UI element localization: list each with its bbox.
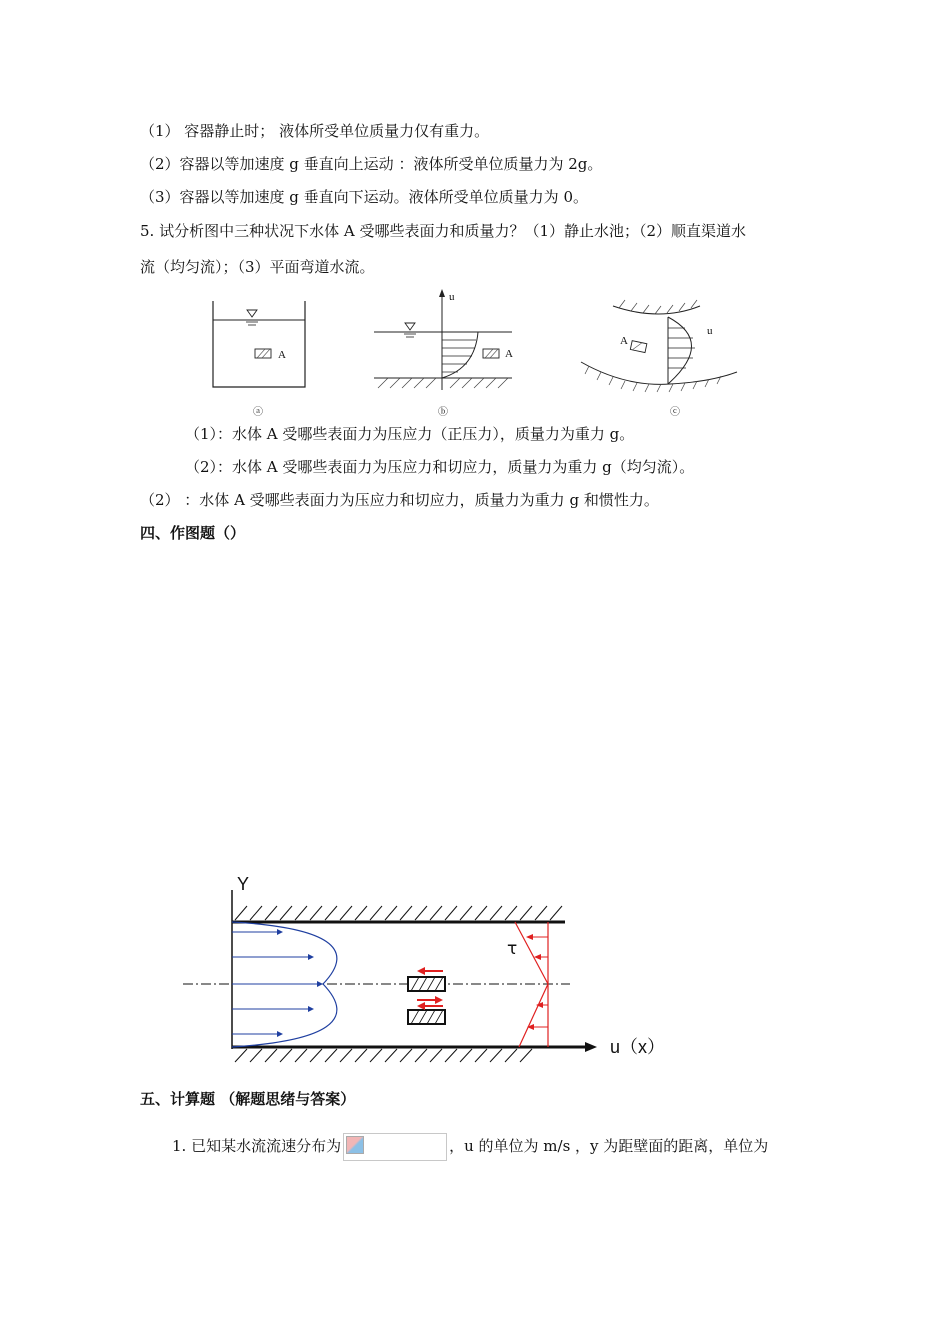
question-5-line-1: 5. 试分析图中三种状况下水体 A 受哪些表面力和质量力？（1）静止水池；（2）顺直渠道水 <box>140 222 747 240</box>
answer-line-1: （1） 容器静止时； 液体所受单位质量力仅有重力。 <box>140 122 490 140</box>
fig-b-label: A <box>505 348 513 360</box>
caption-a: ⓐ <box>253 407 263 418</box>
flow-diagram <box>175 870 675 1070</box>
answer-line-3: （3）容器以等加速度 g 垂直向下运动。液体所受单位质量力为 0。 <box>140 188 588 206</box>
fluid-element-lower <box>408 996 445 1024</box>
caption-c: ⓒ <box>670 407 680 418</box>
calc-1-text-after: ，u 的单位为 m/s ，y 为距壁面的距离，单位为 <box>449 1137 769 1155</box>
tau-label: τ <box>507 939 518 959</box>
section-4-heading: 四、作图题（） <box>140 524 246 542</box>
answer-a2: （2）：水体 A 受哪些表面力为压应力和切应力，质量力为重力 g（均匀流）。 <box>185 458 695 476</box>
top-wall-hatch <box>235 906 562 920</box>
figure-static-pool <box>205 295 315 395</box>
fig-c-label: A <box>620 335 628 347</box>
figure-straight-channel <box>370 288 520 398</box>
broken-image-icon <box>346 1136 364 1154</box>
answer-line-2: （2）容器以等加速度 g 垂直向上运动 ：液体所受单位质量力为 2g。 <box>140 155 603 173</box>
answer-a1: （1）：水体 A 受哪些表面力为压应力（正压力），质量力为重力 g。 <box>185 425 635 443</box>
fig-b-axis: u <box>449 291 455 303</box>
answer-a3: （2） ：水体 A 受哪些表面力为压应力和切应力，质量力为重力 g 和惯性力。 <box>140 491 659 509</box>
x-axis-label: u（x） <box>610 1037 666 1057</box>
fig-c-axis: u <box>707 325 713 337</box>
calc-question-1 <box>172 1133 768 1161</box>
caption-b: ⓑ <box>438 407 448 418</box>
calc-1-text-before: 1. 已知某水流流速分布为 <box>172 1137 342 1155</box>
question-5-line-2: 流（均匀流）；（3）平面弯道水流。 <box>140 258 375 276</box>
bottom-wall-hatch <box>235 1049 532 1062</box>
fluid-element-upper <box>408 967 445 991</box>
fig-a-label: A <box>278 349 286 361</box>
formula-image-placeholder <box>343 1133 447 1161</box>
figure-curved-channel <box>575 292 745 397</box>
velocity-profile <box>232 922 337 1047</box>
y-axis-label: Y <box>237 874 250 894</box>
section-5-heading: 五、计算题 （解题思绪与答案） <box>140 1090 356 1108</box>
